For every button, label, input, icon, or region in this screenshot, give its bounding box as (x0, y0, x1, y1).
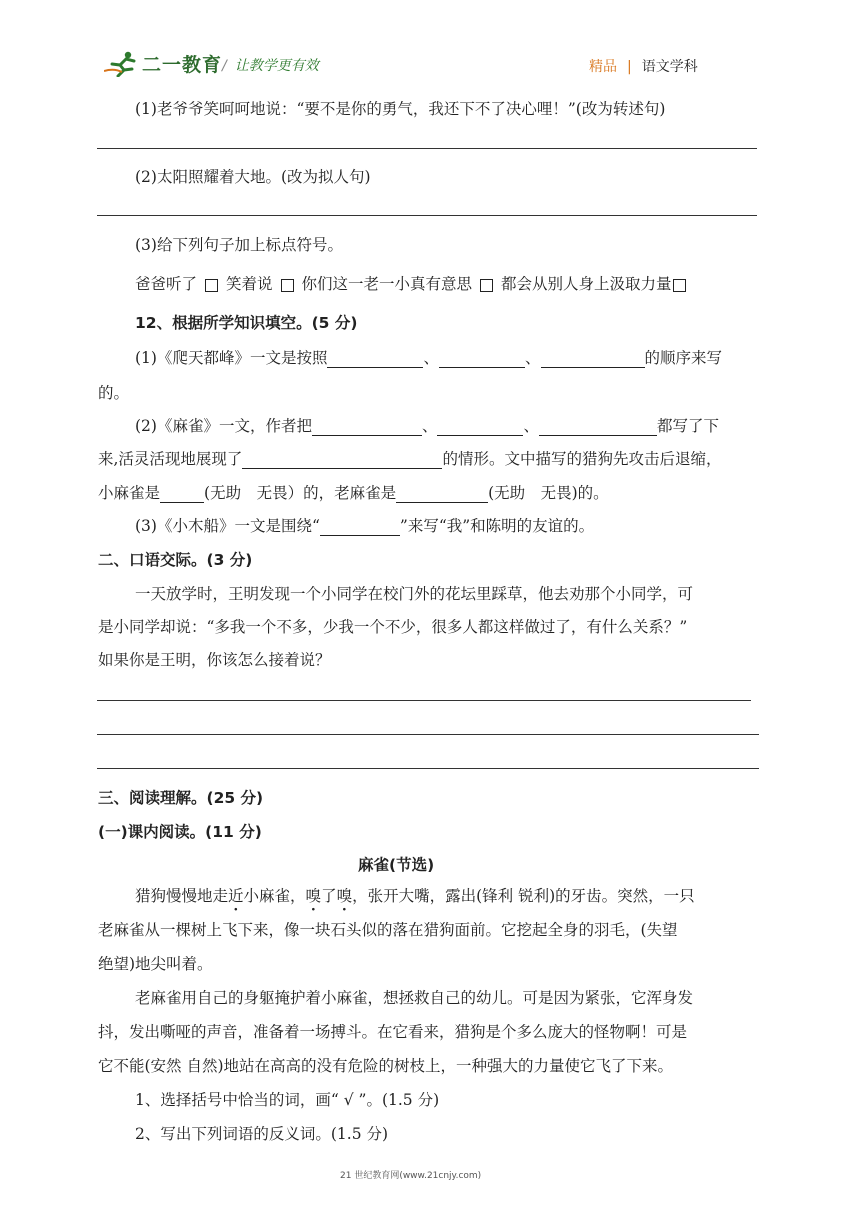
slogan: / 让教学更有效 (222, 58, 319, 74)
fill-blank[interactable] (320, 518, 400, 536)
punct-box[interactable] (673, 279, 686, 292)
q11-item-3: (3)给下列句子加上标点符号。 (135, 236, 343, 254)
passage-line-1: 猎狗慢慢地走近小麻雀，嗅了嗅，张开大嘴，露出(锋利 锐利)的牙齿。突然，一只 (135, 887, 695, 905)
answer-line (97, 148, 757, 149)
reading-question-2: 2、写出下列词语的反义词。(1.5 分) (135, 1125, 389, 1143)
q12-line-4: 来,活灵活现地展现了 的情形。文中描写的猎狗先攻击后退缩， (98, 450, 722, 468)
passage-line-6: 它不能(安然 自然)地站在高高的没有危险的树枝上，一种强大的力量使它飞了下来。 (98, 1057, 674, 1075)
punct-box[interactable] (205, 279, 218, 292)
q12-title: 12、根据所学知识填空。(5 分) (135, 314, 358, 332)
punct-box[interactable] (480, 279, 493, 292)
reading-question-1: 1、选择括号中恰当的词，画“ √ ”。(1.5 分) (135, 1091, 440, 1109)
q11-item-1: (1)老爷爷笑呵呵地说：“要不是你的勇气，我还下不了决心哩！”(改为转述句) (135, 100, 666, 118)
q12-line-6: (3)《小木船》一文是围绕“ ”来写“我”和陈明的友谊的。 (135, 517, 595, 535)
q12-line-3: (2)《麻雀》一文，作者把 、 、 都写了下 (135, 417, 720, 435)
passage-title: 麻雀(节选) (358, 856, 435, 874)
fill-blank[interactable] (160, 485, 204, 503)
logo (104, 50, 222, 77)
fill-blank[interactable] (437, 418, 523, 436)
subject-label: 语文学科 (641, 59, 698, 75)
q12-line-2: 的。 (98, 384, 130, 402)
fill-blank[interactable] (327, 350, 423, 368)
footer-text: 21 世纪教育网(www.21cnjy.com) (340, 1171, 482, 1181)
sec2-line-3: 如果你是王明，你该怎么接着说？ (98, 651, 331, 669)
sec2-line-2: 是小同学却说：“多我一个不多，少我一个不少，很多人都这样做过了，有什么关系？” (98, 618, 688, 636)
passage-line-5: 抖，发出嘶哑的声音，准备着一场搏斗。在它看来，猎狗是个多么庞大的怪物啊！可是 (98, 1023, 688, 1041)
passage-line-4: 老麻雀用自己的身躯掩护着小麻雀，想拯救自己的幼儿。可是因为紧张，它浑身发 (135, 989, 694, 1007)
fill-blank[interactable] (539, 418, 657, 436)
sec2-line-1: 一天放学时，王明发现一个小同学在校门外的花坛里踩草，他去劝那个小同学，可 (135, 585, 694, 603)
punct-box[interactable] (281, 279, 294, 292)
header-subject: 精品 | 语文学科 (589, 59, 698, 75)
quality-label: 精品 (589, 59, 617, 75)
section-3-subtitle: (一)课内阅读。(11 分) (98, 823, 262, 841)
fill-blank[interactable] (541, 350, 645, 368)
answer-line (97, 768, 759, 769)
answer-line (97, 734, 759, 735)
q12-line-1: (1)《爬天都峰》一文是按照 、 、 的顺序来写 (135, 349, 723, 367)
section-2-title: 二、口语交际。(3 分) (98, 551, 253, 569)
passage-line-2: 老麻雀从一棵树上飞下来，像一块石头似的落在猎狗面前。它挖起全身的羽毛，(失望 (98, 921, 678, 939)
section-3-title: 三、阅读理解。(25 分) (98, 789, 264, 807)
q11-item-2: (2)太阳照耀着大地。(改为拟人句) (135, 168, 371, 186)
logo-text: 二一教育 (142, 54, 223, 76)
answer-line (97, 700, 751, 701)
fill-blank[interactable] (312, 418, 422, 436)
q12-line-5: 小麻雀是 (无助 无畏）的，老麻雀是 (无助 无畏)的。 (98, 484, 609, 502)
answer-line (97, 215, 757, 216)
passage-line-3: 绝望)地尖叫着。 (98, 955, 213, 973)
punctuation-sentence: 爸爸听了 笑着说 你们这一老一小真有意思 都会从别人身上汲取力量 (135, 272, 686, 294)
runner-logo-icon (104, 51, 140, 77)
fill-blank[interactable] (242, 451, 442, 469)
fill-blank[interactable] (439, 350, 525, 368)
fill-blank[interactable] (396, 485, 488, 503)
